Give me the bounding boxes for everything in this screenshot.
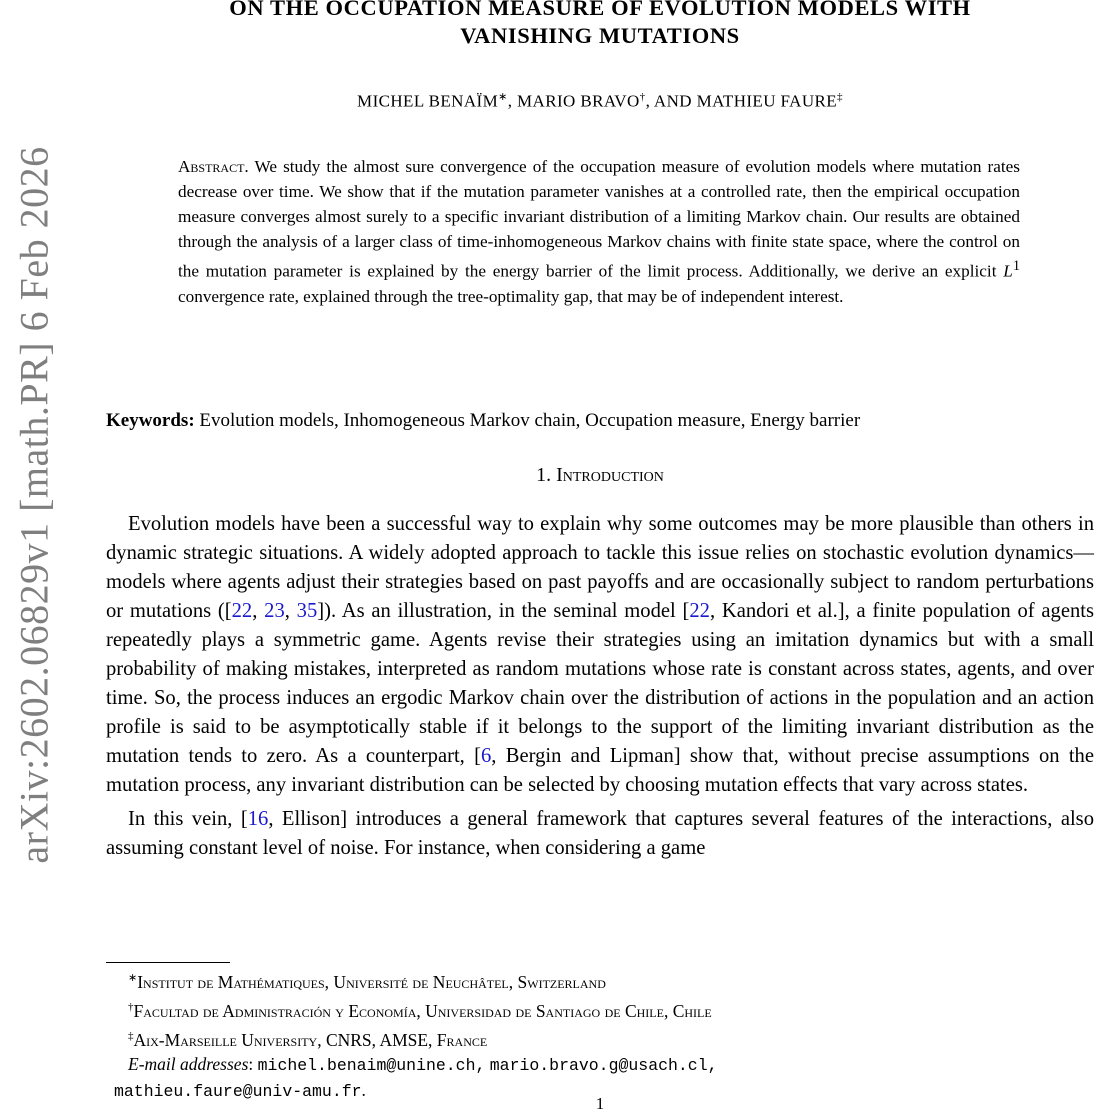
page-number: 1: [595, 1094, 605, 1113]
title-line-2: VANISHING MUTATIONS: [460, 23, 740, 48]
keywords-label: Keywords:: [106, 410, 195, 431]
paragraph-1-text-b: ]). As an illustration, in the seminal model [: [317, 600, 690, 622]
citation-separator: ,: [284, 600, 297, 622]
footnote-divider: [106, 962, 230, 963]
footnotes: [114, 966, 1088, 1104]
paragraph-1-text-c: , Kandori et al.], a finite population of agents repeatedly plays a symmetric game. Agents revise their strategies using an imitation dynamics but with a small probability of making mistakes, interpreted as random mutations whose rate is constant across states, agents, and over time. So, the process induces an ergodic Markov chain over the distribution of actions in the population and an action profile is said to be asymptotically stable if it belongs to the support of the limiting invariant distribution as the mutation tends to zero. As a counterpart, [: [106, 600, 1095, 767]
citation-link[interactable]: 16: [247, 808, 269, 830]
footnote-mark: †: [128, 1000, 134, 1013]
paper-title: [110, 0, 1090, 50]
citation-separator: ,: [252, 600, 265, 622]
title-line-1: ON THE OCCUPATION MEASURE OF EVOLUTION MODELS WITH: [229, 0, 971, 20]
paragraph-2: [106, 805, 1094, 863]
email-faure[interactable]: mathieu.faure@univ-amu.fr: [114, 1082, 362, 1102]
author-mark-1: ∗: [498, 91, 508, 103]
abstract-text-1: We study the almost sure convergence of the occupation measure of evolution models where mutation rates decrease over time. We show that if the mutation parameter vanishes at a controlled rate, then the empirical occupation measure converges almost surely to a specific invariant distribution of a limiting Markov chain. Our results are obtained through the analysis of a larger class of time-inhomogeneous Markov chains with finite state space, where the control on the mutation parameter is explained by the energy barrier of the limit process. Additionally, we derive an explicit: [178, 157, 1020, 281]
email-colon: :: [248, 1054, 254, 1075]
abstract-math-superscript: 1: [1012, 258, 1020, 274]
email-bravo[interactable]: mario.bravo.g@usach.cl,: [489, 1056, 718, 1076]
body-text: [106, 510, 1094, 863]
footnote-affiliation-3: [128, 1024, 1088, 1053]
email-period: .: [361, 1080, 366, 1101]
footnote-affiliation-1: [128, 966, 1088, 995]
section-title: Introduction: [556, 464, 664, 486]
paragraph-1-text-a: Evolution models have been a successful way to explain why some outcomes may be more plausible than others in dynamic strategic situations. A widely adopted approach to tackle this issue relies on stochastic evolution dynamics—models where agents adjust their strategies based on past payoffs and are occasionally subject to random perturbations or mutations ([: [106, 513, 1094, 622]
keywords: [106, 410, 1090, 432]
author-mark-3: ‡: [837, 91, 843, 103]
email-benaim[interactable]: michel.benaim@unine.ch,: [257, 1056, 486, 1076]
abstract-label: Abstract.: [178, 157, 249, 176]
abstract-text-2: convergence rate, explained through the tree-optimality gap, that may be of independent interest.: [178, 286, 844, 306]
email-label: E-mail addresses: [128, 1054, 249, 1075]
footnote-affiliation-2: [128, 995, 1088, 1024]
author-benaim: MICHEL BENAÏM: [357, 91, 499, 111]
paragraph-2-text-a: In this vein, [: [128, 808, 248, 830]
author-mark-2: †: [639, 91, 646, 103]
author-list: [110, 90, 1090, 112]
citation-link[interactable]: 22: [689, 600, 710, 622]
paragraph-1-text-d: , Bergin and Lipman] show that, without precise assumptions on the mutation process, any invariant distribution can be selected by choosing mutation effects that vary across states.: [106, 745, 1094, 796]
section-heading: [110, 464, 1090, 487]
footnote-text: Facultad de Administración y Economía, Universidad de Santiago de Chile, Chile: [133, 1000, 712, 1021]
arxiv-identifier: arXiv:2602.06829v1 [math.PR] 6 Feb 2026: [11, 146, 57, 864]
author-separator-1: , MARIO BRAVO: [507, 91, 640, 111]
citation-link[interactable]: 22: [231, 600, 253, 622]
citation-link[interactable]: 6: [480, 745, 492, 767]
keywords-text: Evolution models, Inhomogeneous Markov chain, Occupation measure, Energy barrier: [194, 410, 861, 431]
section-number: 1.: [536, 464, 552, 486]
footnote-text: Institut de Mathématiques, Université de Neuchâtel, Switzerland: [137, 971, 606, 992]
citation-link[interactable]: 23: [264, 600, 285, 622]
author-separator-2: , AND MATHIEU FAURE: [645, 91, 838, 111]
paragraph-1: [106, 510, 1094, 800]
footnote-text: Aix-Marseille University, CNRS, AMSE, France: [133, 1029, 488, 1050]
footnote-emails: [128, 1052, 1088, 1078]
footnote-mark: ∗: [128, 972, 138, 984]
footnote-mark: ‡: [128, 1029, 134, 1042]
paragraph-2-text-b: , Ellison] introduces a general framework that captures several features of the interactions, also assuming constant level of noise. For instance, when considering a game: [106, 808, 1094, 859]
abstract-math-L: L: [1003, 261, 1013, 281]
arxiv-sidebar: [0, 0, 58, 1110]
citation-link[interactable]: 35: [296, 600, 318, 622]
abstract: [178, 154, 1020, 309]
